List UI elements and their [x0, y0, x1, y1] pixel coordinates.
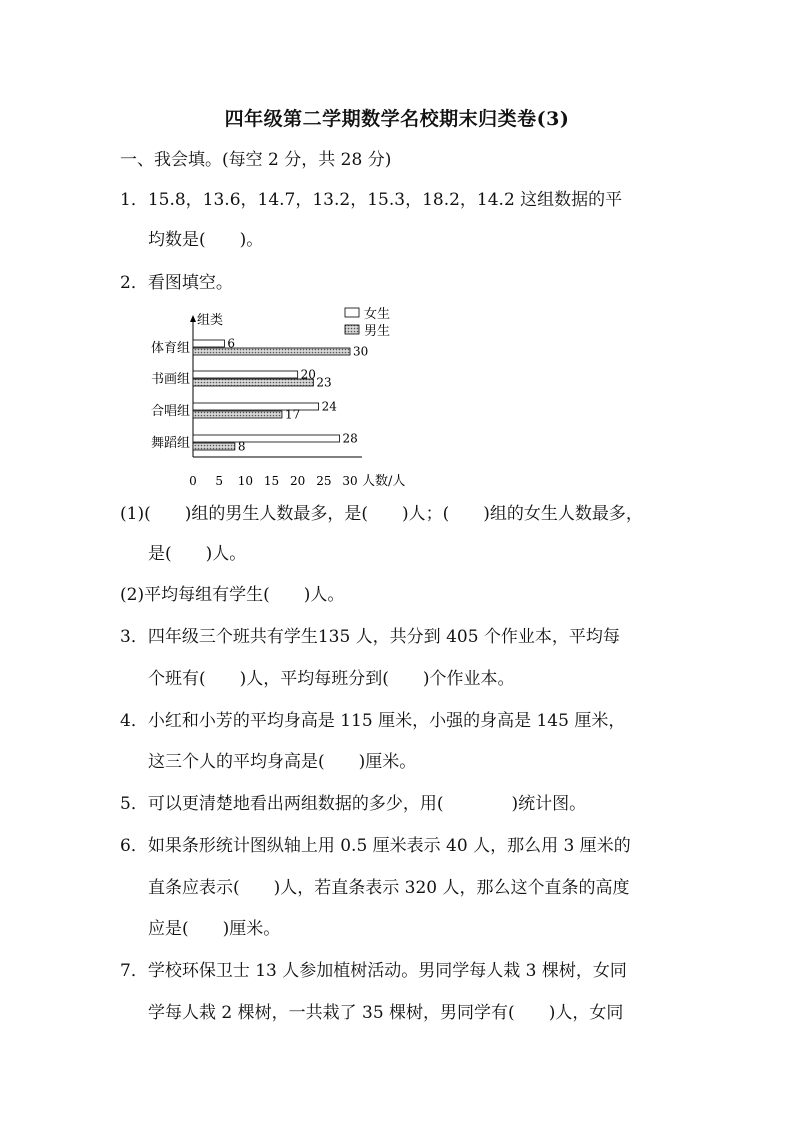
question-2-line-1: 2．看图填空。	[120, 273, 233, 293]
data-label: 24	[321, 399, 337, 414]
question-1-line-2: 均数是( )。	[148, 230, 264, 250]
data-label: 8	[237, 439, 246, 454]
data-label: 20	[300, 367, 316, 382]
question-3-line-2: 个班有( )人，平均每班分到( )个作业本。	[148, 669, 515, 689]
question-7-line-2: 学每人栽 2 棵树，一共栽了 35 棵树，男同学有( )人，女同	[148, 1003, 624, 1023]
chart-bars	[193, 340, 350, 450]
question-4-line-2: 这三个人的平均身高是( )厘米。	[148, 752, 417, 772]
category-label: 舞蹈组	[150, 436, 190, 451]
exam-title: 四年级第二学期数学名校期末归类卷(3)	[224, 108, 570, 130]
question-1-line-1: 1．15.8，13.6，14.7，13.2，15.3，18.2，14.2 这组数据的平	[120, 190, 623, 210]
y-axis-label: 组类	[197, 313, 224, 328]
girls-bar	[193, 340, 224, 347]
category-label: 合唱组	[150, 404, 190, 419]
question-2-sub-1-line-1: (1)( )组的男生人数最多，是( )人；( )组的女生人数最多，	[120, 504, 643, 524]
boys-bar	[193, 443, 235, 450]
girls-bar	[193, 371, 298, 378]
data-label: 30	[353, 344, 369, 359]
legend-label: 女生	[364, 307, 391, 322]
question-6-line-1: 6．如果条形统计图纵轴上用 0.5 厘米表示 40 人，那么用 3 厘米的	[120, 836, 631, 856]
data-label: 17	[284, 407, 301, 422]
question-2-sub-2: (2)平均每组有学生( )人。	[120, 585, 345, 605]
data-label: 23	[316, 375, 332, 390]
legend-swatch	[345, 308, 359, 317]
x-tick-label: 25	[316, 474, 332, 488]
question-3-line-1: 3．四年级三个班共有学生135 人，共分到 405 个作业本，平均每	[120, 627, 620, 647]
question-4-line-1: 4．小红和小芳的平均身高是 115 厘米，小强的身高是 145 厘米，	[120, 711, 626, 731]
y-axis-arrow	[190, 315, 196, 322]
girls-bar	[193, 435, 340, 442]
boys-bar	[193, 411, 282, 418]
data-label: 6	[227, 336, 236, 351]
question-6-line-3: 应是( )厘米。	[148, 919, 281, 939]
category-label: 体育组	[150, 341, 190, 356]
question-7-line-1: 7．学校环保卫士 13 人参加植树活动。男同学每人栽 3 棵树，女同	[120, 961, 627, 981]
category-label: 书画组	[150, 372, 190, 387]
x-tick-label: 0	[189, 474, 197, 488]
question-6-line-2: 直条应表示( )人，若直条表示 320 人，那么这个直条的高度	[148, 878, 630, 898]
boys-bar	[193, 379, 313, 386]
x-tick-label: 10	[237, 474, 253, 488]
x-axis-label: 人数/人	[362, 474, 406, 489]
bar-chart	[140, 300, 440, 490]
x-tick-label: 5	[215, 474, 223, 488]
question-2-sub-1-line-2: 是( )人。	[148, 544, 247, 564]
question-5: 5．可以更清楚地看出两组数据的多少，用( )统计图。	[120, 794, 587, 814]
x-tick-label: 15	[263, 474, 280, 488]
x-tick-label: 30	[342, 474, 358, 488]
x-tick-label: 20	[290, 474, 306, 488]
section-heading: 一、我会填。(每空 2 分，共 28 分)	[120, 150, 392, 170]
boys-bar	[193, 348, 350, 355]
legend-swatch	[345, 325, 359, 334]
chart-legend	[345, 306, 390, 339]
data-label: 28	[342, 431, 358, 446]
legend-label: 男生	[364, 324, 391, 339]
